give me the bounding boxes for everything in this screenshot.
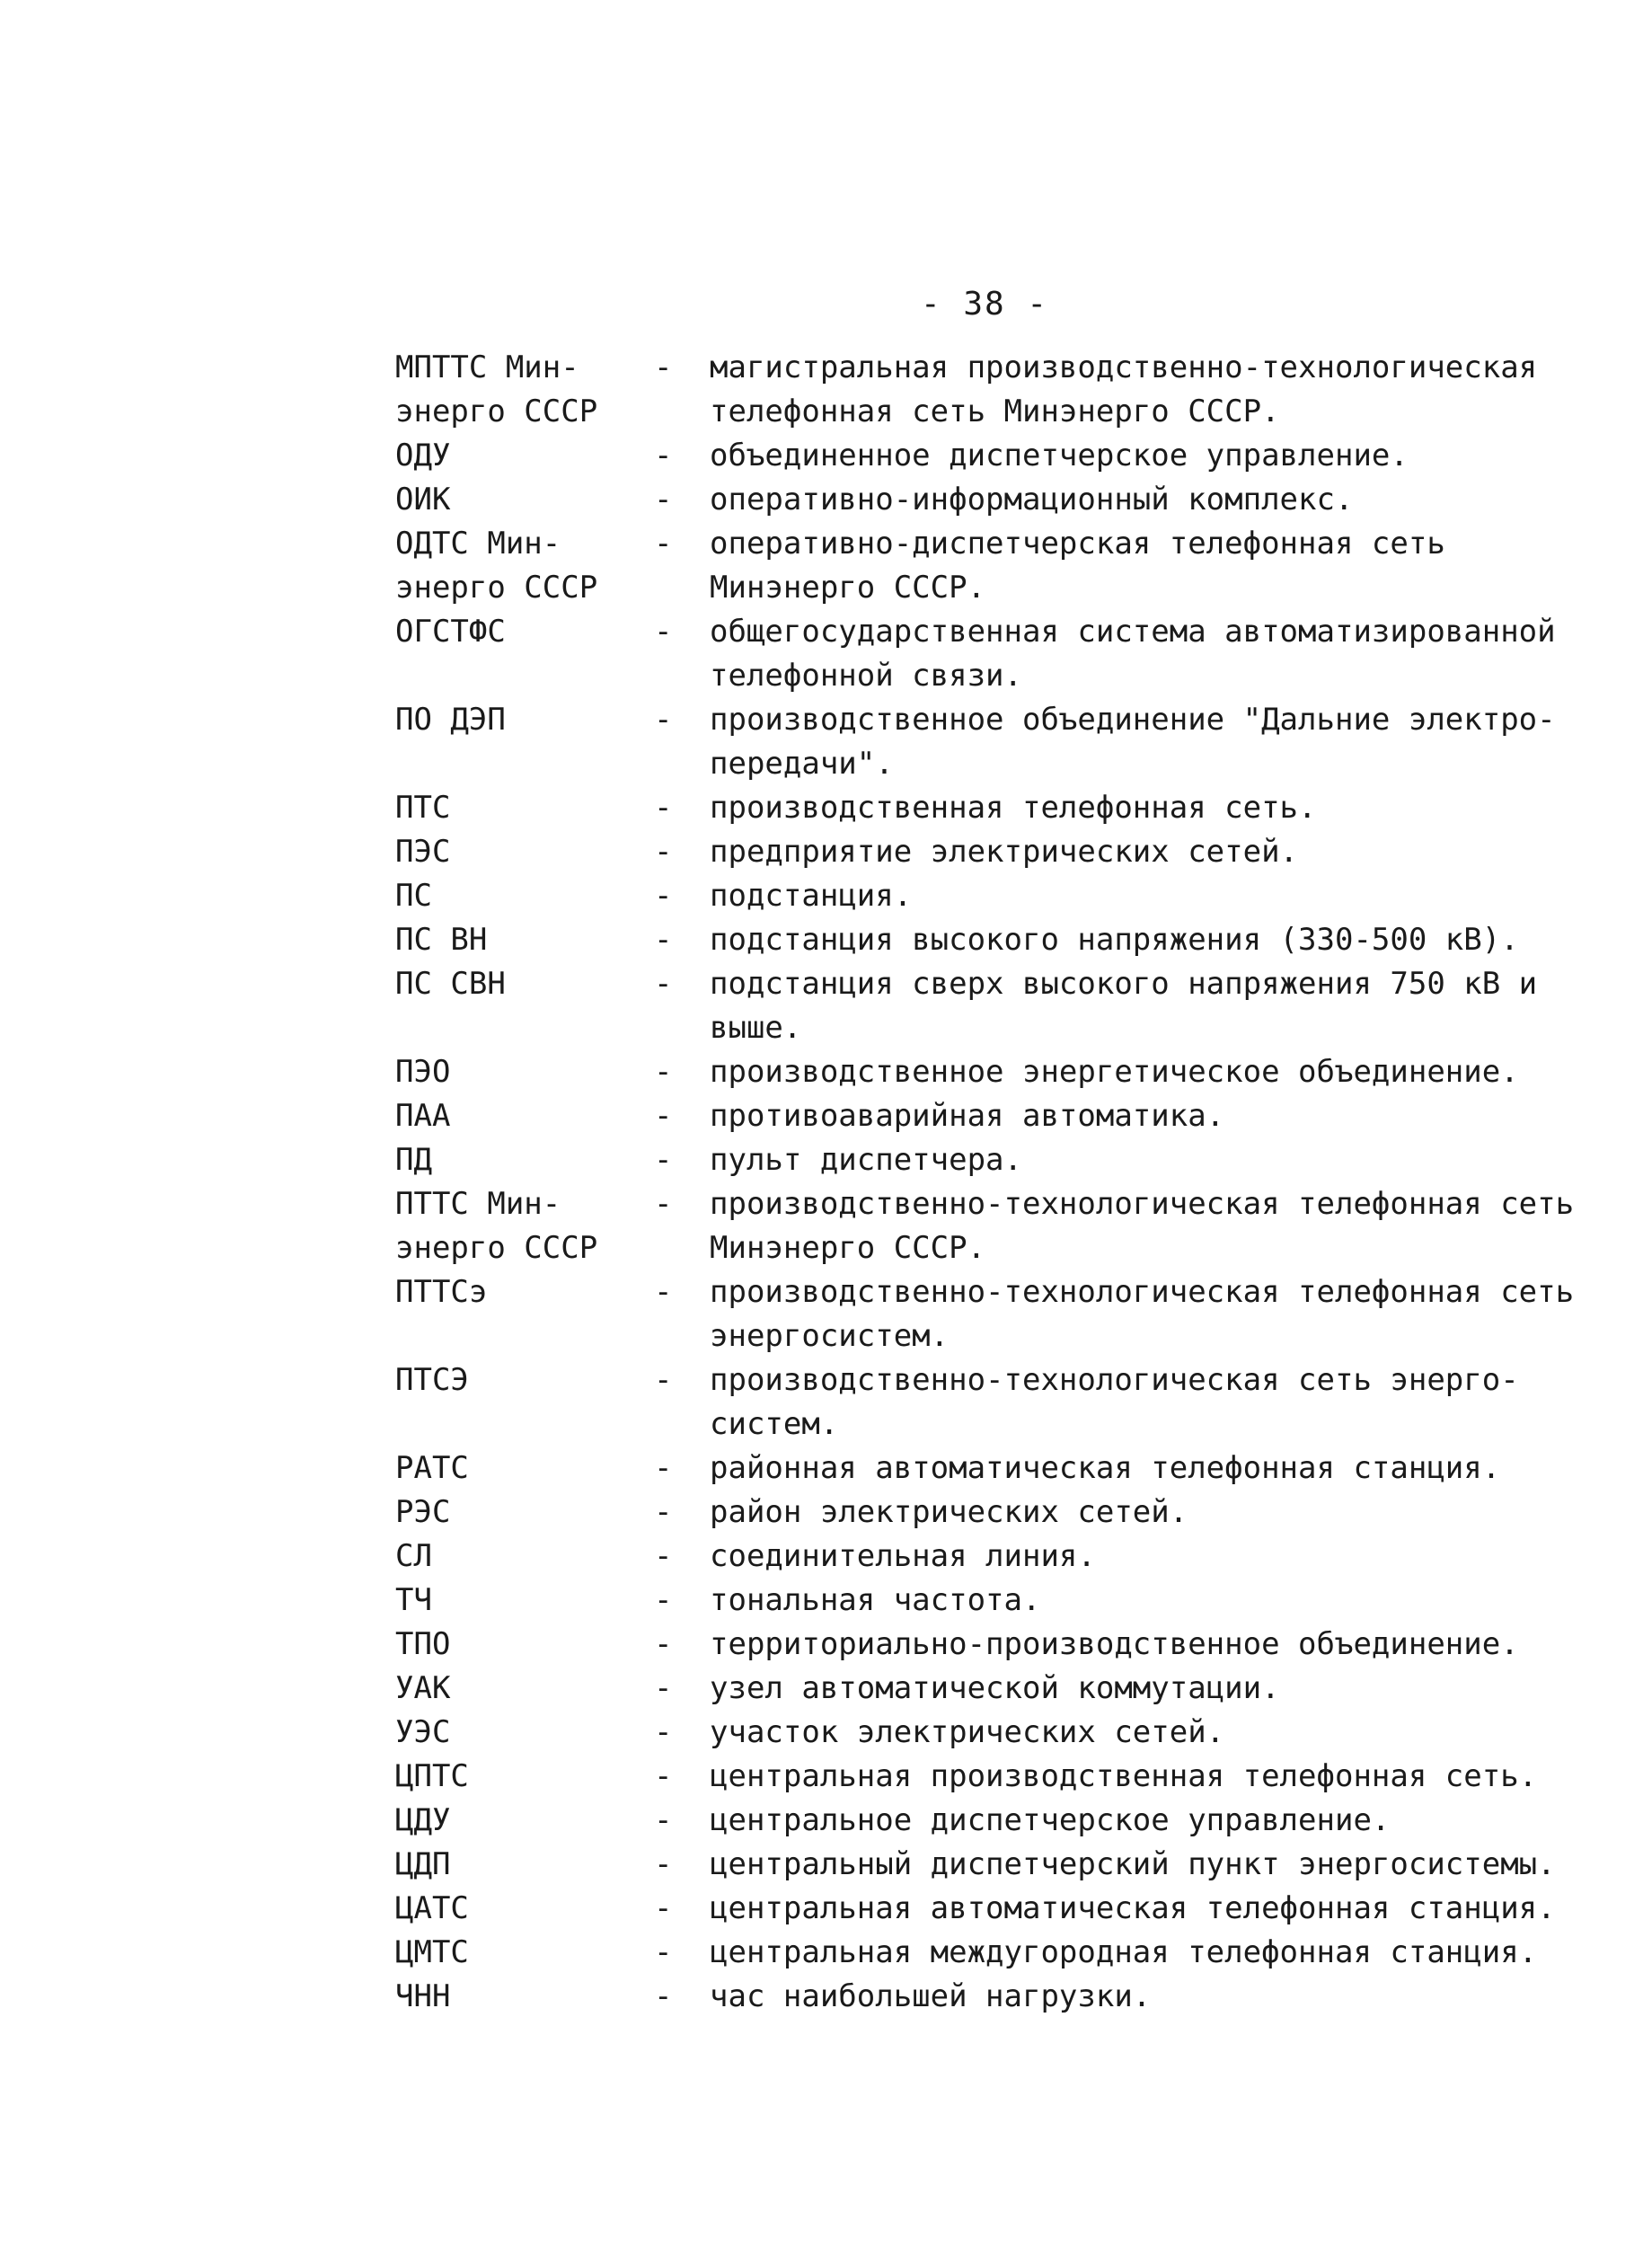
abbreviation-definition: центральная производственная телефонная сеть. [710,1758,1538,1794]
entry-dash: - [654,349,673,385]
abbreviation-entry [395,962,1590,1050]
abbreviation-entry [395,1579,1590,1623]
abbreviation-term: ТПО [395,1626,451,1662]
abbreviation-term: ПТС [395,790,451,826]
abbreviation-entry [395,874,1590,918]
abbreviation-definition: район электрических сетей. [710,1494,1188,1530]
abbreviation-entry [395,1138,1590,1182]
abbreviation-term: ОИК [395,482,451,518]
abbreviation-definition: участок электрических сетей. [710,1714,1225,1750]
abbreviation-list [395,346,1590,2019]
entry-dash: - [654,438,673,473]
abbreviation-definition: производственная телефонная сеть. [710,790,1317,826]
abbreviation-definition: производственно-технологическая сеть энерго- систем. [710,1362,1519,1442]
abbreviation-entry [395,1358,1590,1446]
abbreviation-term: ПД [395,1142,432,1178]
abbreviation-entry [395,1623,1590,1667]
abbreviation-definition: общегосударственная система автоматизированной телефонной связи. [710,614,1556,694]
entry-dash: - [654,1890,673,1926]
abbreviation-definition: пульт диспетчера. [710,1142,1022,1178]
entry-dash: - [654,482,673,518]
abbreviation-entry [395,522,1590,610]
entry-dash: - [654,1186,673,1222]
abbreviation-term: ЦДП [395,1846,451,1882]
abbreviation-entry [395,918,1590,962]
abbreviation-term: ЧНН [395,1978,451,2014]
abbreviation-term: ПС СВН [395,966,506,1002]
abbreviation-definition: оперативно-диспетчерская телефонная сеть Минэнерго СССР. [710,526,1445,606]
abbreviation-definition: производственное объединение "Дальние электро- передачи". [710,702,1556,782]
abbreviation-definition: районная автоматическая телефонная станция. [710,1450,1501,1486]
entry-dash: - [654,1846,673,1882]
entry-dash: - [654,1758,673,1794]
abbreviation-entry [395,1270,1590,1358]
abbreviation-definition: час наибольшей нагрузки. [710,1978,1152,2014]
abbreviation-entry [395,434,1590,478]
entry-dash: - [654,1450,673,1486]
entry-dash: - [654,1670,673,1706]
entry-dash: - [654,1714,673,1750]
abbreviation-entry [395,1094,1590,1138]
abbreviation-entry [395,1931,1590,1975]
entry-dash: - [654,1538,673,1574]
page-number: - 38 - [921,286,1049,323]
abbreviation-term: ПТСЭ [395,1362,469,1398]
abbreviation-entry [395,1050,1590,1094]
abbreviation-term: ПАА [395,1098,451,1134]
abbreviation-entry [395,1711,1590,1755]
entry-dash: - [654,1142,673,1178]
abbreviation-entry [395,830,1590,874]
entry-dash: - [654,1494,673,1530]
abbreviation-definition: производственное энергетическое объединение. [710,1054,1519,1090]
abbreviation-term: ПО ДЭП [395,702,506,738]
abbreviation-term: ПС ВН [395,922,488,958]
abbreviation-term: ЦМТС [395,1934,469,1970]
abbreviation-term: ОДТС Мин- энерго СССР [395,526,598,606]
abbreviation-term: ОГСТФС [395,614,506,650]
abbreviation-entry [395,1446,1590,1491]
abbreviation-term: УАК [395,1670,451,1706]
abbreviation-definition: центральная междугородная телефонная станция. [710,1934,1538,1970]
abbreviation-term: ПТТСэ [395,1274,488,1310]
entry-dash: - [654,966,673,1002]
abbreviation-definition: центральный диспетчерский пункт энергосистемы. [710,1846,1556,1882]
abbreviation-term: СЛ [395,1538,432,1574]
abbreviation-term: ПС [395,878,432,914]
abbreviation-entry [395,610,1590,698]
entry-dash: - [654,790,673,826]
abbreviation-entry [395,1667,1590,1711]
entry-dash: - [654,1098,673,1134]
abbreviation-definition: противоаварийная автоматика. [710,1098,1225,1134]
entry-dash: - [654,922,673,958]
abbreviation-entry [395,786,1590,830]
abbreviation-definition: производственно-технологическая телефонная сеть Минэнерго СССР. [710,1186,1575,1266]
abbreviation-term: ПТТС Мин- энерго СССР [395,1186,598,1266]
abbreviation-definition: подстанция высокого напряжения (330-500 кВ). [710,922,1519,958]
entry-dash: - [654,1978,673,2014]
abbreviation-entry [395,698,1590,786]
abbreviation-term: РАТС [395,1450,469,1486]
abbreviation-entry [395,1975,1590,2019]
abbreviation-entry [395,1843,1590,1887]
abbreviation-term: МПТТС Мин- энерго СССР [395,349,598,429]
abbreviation-term: ТЧ [395,1582,432,1618]
abbreviation-definition: производственно-технологическая телефонная сеть энергосистем. [710,1274,1575,1354]
entry-dash: - [654,878,673,914]
abbreviation-entry [395,1182,1590,1270]
abbreviation-definition: магистральная производственно-технологическая телефонная сеть Минэнерго СССР. [710,349,1538,429]
abbreviation-entry [395,1491,1590,1535]
abbreviation-term: ЦПТС [395,1758,469,1794]
entry-dash: - [654,1934,673,1970]
entry-dash: - [654,1274,673,1310]
entry-dash: - [654,834,673,870]
abbreviation-definition: тональная частота. [710,1582,1041,1618]
abbreviation-term: ОДУ [395,438,451,473]
abbreviation-definition: узел автоматической коммутации. [710,1670,1280,1706]
abbreviation-entry [395,1887,1590,1931]
entry-dash: - [654,1362,673,1398]
abbreviation-definition: центральное диспетчерское управление. [710,1802,1391,1838]
abbreviation-definition: оперативно-информационный комплекс. [710,482,1354,518]
abbreviation-definition: подстанция сверх высокого напряжения 750 кВ и выше. [710,966,1538,1046]
abbreviation-term: ЦДУ [395,1802,451,1838]
abbreviation-definition: объединенное диспетчерское управление. [710,438,1409,473]
abbreviation-definition: соединительная линия. [710,1538,1096,1574]
entry-dash: - [654,526,673,562]
entry-dash: - [654,1054,673,1090]
abbreviation-definition: подстанция. [710,878,913,914]
abbreviation-definition: территориально-производственное объединение. [710,1626,1519,1662]
abbreviation-entry [395,1755,1590,1799]
abbreviation-term: ПЭО [395,1054,451,1090]
abbreviation-term: РЭС [395,1494,451,1530]
abbreviation-definition: центральная автоматическая телефонная станция. [710,1890,1556,1926]
entry-dash: - [654,1582,673,1618]
abbreviation-entry [395,1799,1590,1843]
abbreviation-entry [395,346,1590,434]
abbreviation-entry [395,478,1590,522]
abbreviation-term: ЦАТС [395,1890,469,1926]
entry-dash: - [654,614,673,650]
abbreviation-entry [395,1535,1590,1579]
entry-dash: - [654,1626,673,1662]
entry-dash: - [654,702,673,738]
entry-dash: - [654,1802,673,1838]
abbreviation-definition: предприятие электрических сетей. [710,834,1299,870]
abbreviation-term: УЭС [395,1714,451,1750]
abbreviation-term: ПЭС [395,834,451,870]
